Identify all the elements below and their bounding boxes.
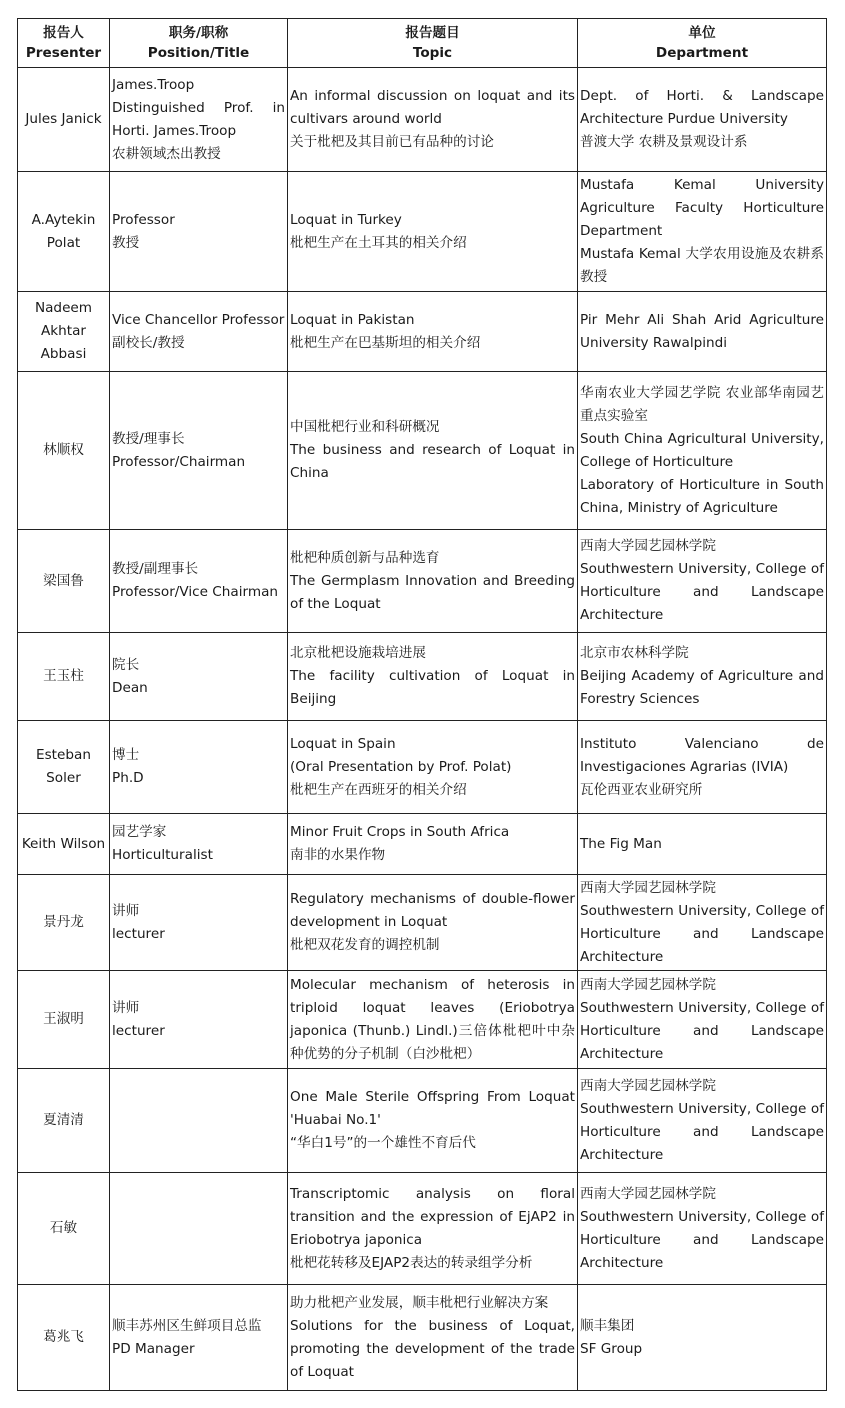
topic-cell (288, 292, 578, 372)
department-cell (578, 633, 827, 721)
cell-text: 枇杷生产在巴基斯坦的相关介绍 (290, 334, 481, 351)
cell-text: 景丹龙 (43, 914, 84, 930)
table-row (18, 530, 827, 633)
cell-text: The facility cultivation of Loquat in Beijing (290, 668, 575, 707)
cell-text: 助力枇杷产业发展，顺丰枇杷行业解决方案 (290, 1294, 549, 1311)
cell-text: 王淑明 (43, 1011, 84, 1027)
cell-text: Instituto Valenciano de Investigaciones Agrarias (IVIA) (580, 735, 824, 775)
presenter-cell (18, 372, 110, 530)
cell-text: Esteban Soler (36, 747, 91, 786)
cell-text: A.Aytekin Polat (31, 211, 96, 251)
position-cell (110, 814, 288, 875)
table-row (18, 292, 827, 372)
topic-cell (288, 172, 578, 292)
header-department (578, 19, 827, 68)
cell-text: Loquat in Pakistan (290, 311, 415, 328)
cell-text: Ph.D (112, 770, 144, 786)
cell-text: Distinguished Prof. in Horti. James.Troop (112, 99, 285, 139)
cell-text: Dept. of Horti. & Landscape Architecture Purdue University (580, 88, 824, 127)
cell-text: 院长 (112, 656, 140, 673)
position-cell (110, 292, 288, 372)
table-row (18, 172, 827, 292)
department-cell (578, 530, 827, 633)
cell-text: 西南大学园艺园林学院 (580, 1077, 716, 1094)
department-cell (578, 292, 827, 372)
presenter-cell (18, 68, 110, 172)
cell-text: Southwestern University, College of Horticulture and Landscape Architecture (580, 999, 824, 1062)
cell-text: Southwestern University, College of Horticulture and Landscape Architecture (580, 561, 824, 623)
cell-text: Solutions for the business of Loquat, promoting the development of the trade of Loquat (290, 1317, 575, 1380)
cell-text: 西南大学园艺园林学院 (580, 976, 716, 993)
presenter-cell (18, 971, 110, 1069)
topic-cell (288, 814, 578, 875)
cell-text: 北京枇杷设施栽培进展 (290, 645, 426, 661)
cell-text: Southwestern University, College of Horticulture and Landscape Architecture (580, 1100, 824, 1163)
header-label: 职务/职称 (168, 25, 229, 41)
cell-text: 西南大学园艺园林学院 (580, 538, 716, 554)
cell-text: 普渡大学 农耕及景观设计系 (580, 134, 748, 150)
cell-text: An informal discussion on loquat and its cultivars around world (290, 88, 575, 127)
cell-text: The business and research of Loquat in China (290, 442, 575, 481)
topic-cell (288, 1285, 578, 1391)
cell-text: Mustafa Kemal University Agriculture Faculty Horticulture Department (580, 177, 824, 239)
topic-cell (288, 875, 578, 971)
cell-text: Minor Fruit Crops in South Africa (290, 824, 510, 840)
cell-text: The Fig Man (580, 835, 662, 852)
table-row (18, 721, 827, 814)
cell-text: Jules Janick (25, 111, 102, 127)
cell-text: (Oral Presentation by Prof. Polat) (290, 758, 512, 775)
cell-text: 北京市农林科学院 (580, 645, 689, 661)
header-label: Department (655, 45, 749, 61)
position-cell (110, 875, 288, 971)
cell-text: 园艺学家 (112, 824, 167, 840)
cell-text: 讲师 (112, 902, 140, 919)
cell-text: 枇杷生产在土耳其的相关介绍 (290, 234, 467, 251)
table-row (18, 1173, 827, 1285)
cell-text: Mustafa Kemal 大学农用设施及农耕系教授 (580, 246, 824, 285)
cell-text: Southwestern University, College of Horticulture and Landscape Architecture (580, 902, 824, 965)
presenter-cell (18, 172, 110, 292)
topic-cell (288, 633, 578, 721)
cell-text: 西南大学园艺园林学院 (580, 1185, 716, 1202)
header-position (110, 19, 288, 68)
cell-text: Laboratory of Horticulture in South China, Ministry of Agriculture (580, 476, 824, 516)
cell-text: PD Manager (112, 1340, 195, 1357)
cell-text: “华白1号”的一个雄性不育后代 (290, 1135, 476, 1151)
cell-text: 教授/理事长 (112, 430, 185, 447)
cell-text: 王玉柱 (43, 668, 84, 684)
cell-text: 副校长/教授 (112, 334, 185, 351)
header-presenter (18, 19, 110, 68)
header-label: Presenter (25, 45, 102, 61)
topic-cell (288, 68, 578, 172)
cell-text: Beijing Academy of Agriculture and Forestry Sciences (580, 668, 824, 707)
position-cell (110, 530, 288, 633)
department-cell (578, 372, 827, 530)
presenter-cell (18, 814, 110, 875)
position-cell (110, 1173, 288, 1285)
table-header-row (18, 19, 827, 68)
cell-text: SF Group (580, 1340, 643, 1357)
presenter-cell (18, 721, 110, 814)
cell-text: 石敏 (49, 1220, 78, 1236)
topic-cell (288, 971, 578, 1069)
cell-text: Professor/Vice Chairman (112, 584, 279, 600)
cell-text: 枇杷种质创新与品种选育 (290, 549, 440, 566)
presenter-cell (18, 1173, 110, 1285)
topic-cell (288, 1173, 578, 1285)
cell-text: Molecular mechanism of heterosis in triploid loquat leaves (Eriobotrya japonica (Thunb.) Lindl.)三倍体枇杷叶中杂种优势的分子机制（白沙枇杷） (290, 976, 575, 1062)
cell-text: 讲师 (112, 999, 140, 1016)
cell-text: lecturer (112, 925, 165, 942)
cell-text: 教授/副理事长 (112, 561, 199, 577)
cell-text: Vice Chancellor Professor (112, 311, 285, 328)
table-row (18, 875, 827, 971)
table-row (18, 971, 827, 1069)
table-row (18, 68, 827, 172)
cell-text: 博士 (112, 747, 140, 763)
cell-text: Professor/Chairman (112, 453, 246, 470)
department-cell (578, 68, 827, 172)
presenter-cell (18, 1285, 110, 1391)
cell-text: Southwestern University, College of Horticulture and Landscape Architecture (580, 1208, 824, 1271)
cell-text: South China Agricultural University, College of Horticulture (580, 430, 824, 470)
cell-text: Dean (112, 679, 148, 696)
header-label: 报告题目 (405, 25, 460, 41)
presenter-table (17, 18, 827, 1391)
position-cell (110, 971, 288, 1069)
cell-text: 夏清清 (43, 1112, 84, 1128)
cell-text: Keith Wilson (21, 835, 106, 852)
header-label: 报告人 (43, 25, 84, 41)
cell-text: Horticulturalist (112, 847, 213, 863)
cell-text: One Male Sterile Offspring From Loquat 'Huabai No.1' (290, 1089, 575, 1128)
position-cell (110, 1285, 288, 1391)
cell-text: 南非的水果作物 (290, 847, 386, 863)
position-cell (110, 172, 288, 292)
cell-text: Loquat in Spain (290, 735, 396, 752)
table-row (18, 633, 827, 721)
cell-text: Regulatory mechanisms of double-flower development in Loquat (290, 891, 575, 930)
department-cell (578, 721, 827, 814)
cell-text: Loquat in Turkey (290, 211, 402, 228)
cell-text: 关于枇杷及其目前已有品种的讨论 (290, 134, 494, 150)
header-topic (288, 19, 578, 68)
position-cell (110, 1069, 288, 1173)
cell-text: 林顺权 (43, 442, 84, 458)
header-label: Topic (412, 45, 453, 61)
presenter-cell (18, 530, 110, 633)
table-row (18, 814, 827, 875)
presenter-cell (18, 633, 110, 721)
topic-cell (288, 721, 578, 814)
department-cell (578, 971, 827, 1069)
department-cell (578, 1173, 827, 1285)
cell-text: 枇杷生产在西班牙的相关介绍 (290, 781, 467, 798)
position-cell (110, 372, 288, 530)
topic-cell (288, 530, 578, 633)
presenter-cell (18, 875, 110, 971)
cell-text: 中国枇杷行业和科研概况 (290, 419, 440, 435)
department-cell (578, 1285, 827, 1391)
cell-text: 西南大学园艺园林学院 (580, 879, 716, 896)
topic-cell (288, 1069, 578, 1173)
table-row (18, 1285, 827, 1391)
position-cell (110, 633, 288, 721)
department-cell (578, 814, 827, 875)
department-cell (578, 875, 827, 971)
cell-text: lecturer (112, 1022, 165, 1039)
cell-text: 农耕领域杰出教授 (112, 145, 221, 162)
cell-text: 瓦伦西亚农业研究所 (580, 781, 703, 798)
cell-text: Professor (112, 211, 175, 228)
cell-text: Transcriptomic analysis on floral transition and the expression of EjAP2 in Eriobotrya japonica (290, 1185, 575, 1248)
department-cell (578, 1069, 827, 1173)
department-cell (578, 172, 827, 292)
cell-text: 顺丰苏州区生鲜项目总监 (112, 1317, 262, 1334)
cell-text: Pir Mehr Ali Shah Arid Agriculture University Rawalpindi (580, 311, 824, 351)
cell-text: 枇杷花转移及EJAP2表达的转录组学分析 (290, 1254, 533, 1271)
cell-text: 顺丰集团 (580, 1317, 635, 1334)
presenter-cell (18, 1069, 110, 1173)
cell-text: Nadeem Akhtar Abbasi (34, 300, 93, 362)
header-label: 单位 (688, 25, 716, 41)
cell-text: 教授 (112, 234, 140, 251)
header-label: Position/Title (147, 45, 250, 61)
cell-text: The Germplasm Innovation and Breeding of the Loquat (290, 572, 575, 612)
cell-text: 枇杷双花发育的调控机制 (290, 937, 440, 953)
table-row (18, 1069, 827, 1173)
table-row (18, 372, 827, 530)
position-cell (110, 721, 288, 814)
position-cell (110, 68, 288, 172)
cell-text: James.Troop (112, 76, 195, 93)
topic-cell (288, 372, 578, 530)
cell-text: 华南农业大学园艺学院 农业部华南园艺重点实验室 (580, 384, 824, 424)
presenter-cell (18, 292, 110, 372)
cell-text: 梁国鲁 (43, 572, 84, 589)
cell-text: 葛兆飞 (43, 1329, 84, 1345)
